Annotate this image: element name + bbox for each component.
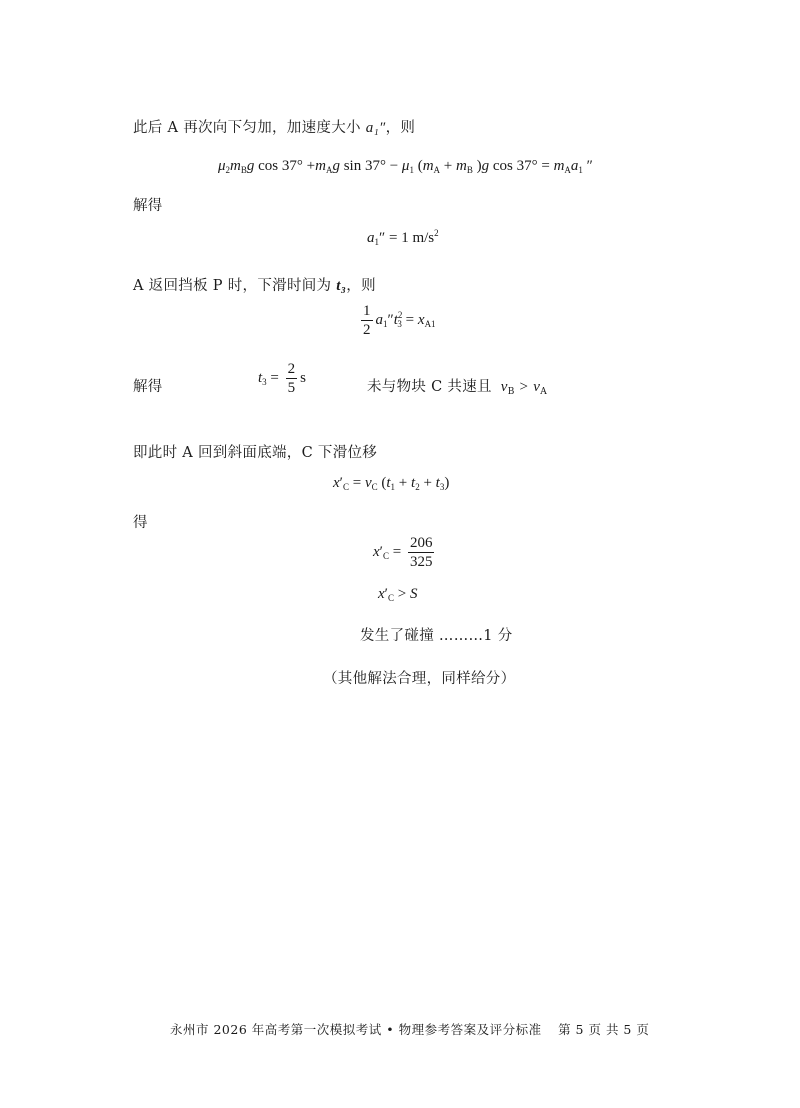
solve-label-2: 解得 bbox=[133, 379, 163, 395]
intro-line bbox=[133, 116, 415, 137]
not-common-speed-text: 未与物块 C 共速且 $v_B > v_A$ bbox=[367, 379, 548, 397]
page-footer bbox=[170, 1020, 649, 1038]
grading-note: （其他解法合理，同样给分） bbox=[323, 671, 516, 687]
solve-label-1: 解得 bbox=[133, 198, 163, 214]
footer-title: 永州市 2026 年高考第一次模拟考试 • 物理参考答案及评分标准 bbox=[170, 1022, 542, 1037]
return-variable: t₃ bbox=[336, 278, 347, 294]
equation-time: $t_3$ = $\frac{2}{5}$ s bbox=[258, 361, 306, 396]
equation-c-displacement: $x'_C = v_C$ $(t_1 + t_2 + t_3)$ bbox=[333, 475, 450, 492]
intro-end: ，则 bbox=[385, 120, 416, 136]
get-label: 得 bbox=[133, 515, 148, 531]
return-text: A 返回挡板 P 时，下滑时间为 bbox=[133, 278, 332, 294]
return-line bbox=[133, 274, 376, 295]
intro-variable: a₁″ bbox=[365, 120, 386, 136]
equation-acceleration: $a_1'' = 1$ $m/s^2$ bbox=[367, 228, 439, 247]
intro-text: 此后 A 再次向下匀加，加速度大小 bbox=[133, 120, 361, 136]
equation-displacement: $\frac{1}{2}$ $a_1''t^2_3 = x_{A1}$ bbox=[363, 303, 436, 338]
collision-result: 发生了碰撞 ………1 分 bbox=[360, 628, 513, 644]
not-common-label: 未与物块 C 共速且 bbox=[367, 379, 492, 395]
bottom-text: 即此时 A 回到斜面底端，C 下滑位移 bbox=[133, 445, 378, 461]
equation-c-value: $x'_C$ = $\frac{206}{325}$ bbox=[373, 535, 433, 570]
return-end: ，则 bbox=[346, 278, 376, 294]
equation-force-balance: $\mu_2m_Bg$ $\cos 37^\circ +m_Ag$ $\sin 37^\circ - \mu_1$ ($m_A + m_B$ )g $\cos 37^\circ = m_Aa_1$ ″ bbox=[218, 158, 593, 175]
equation-inequality: $x'_C > S$ bbox=[378, 586, 418, 603]
footer-page-number: 第 5 页 共 5 页 bbox=[558, 1022, 650, 1037]
